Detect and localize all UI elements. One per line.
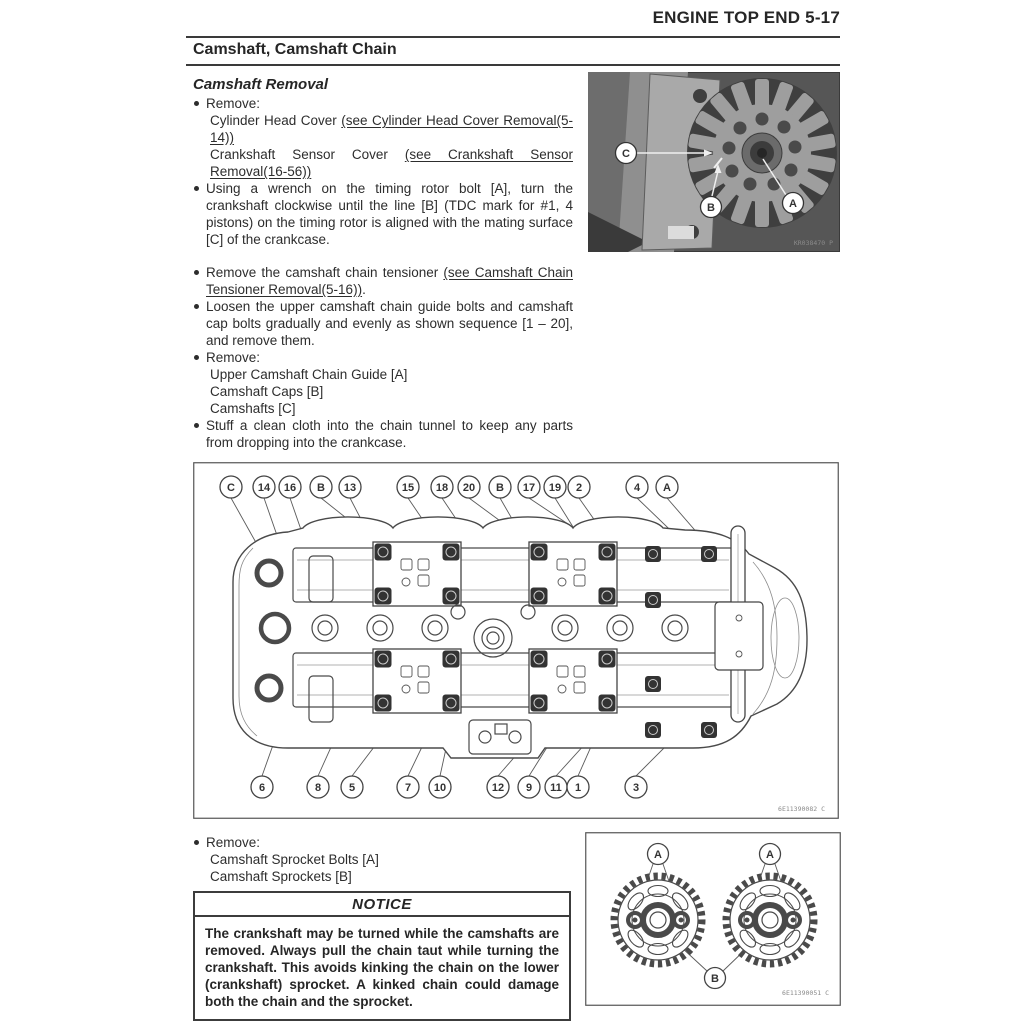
bullet-step — [193, 264, 573, 298]
sub-item — [193, 868, 573, 885]
callout-label: 11 — [550, 782, 562, 794]
notice-body: The crankshaft may be turned while the camshafts are removed. Always pull the chain taut while turning the crankshaft. This avoids kinking the chain on the lower (crankshaft) sprocket. A kinked chain could damage both the chain and the sprocket. — [205, 926, 559, 1009]
diagram-code: 6E11390082 C — [778, 805, 825, 813]
callout-label: B — [707, 202, 715, 214]
step-text: Remove: — [206, 96, 261, 111]
callout-label: 16 — [283, 482, 297, 494]
step-text: Camshaft Caps [B] — [210, 384, 324, 399]
bullet-step — [193, 180, 573, 248]
callout-label: 13 — [343, 482, 357, 494]
section-rule — [186, 64, 840, 66]
cross-reference: (see Camshaft Chain Tensioner Removal(5-16)) — [206, 265, 574, 297]
bullet-step — [193, 349, 573, 366]
notice-box — [193, 891, 571, 1021]
removal-steps-list — [193, 95, 573, 451]
callout-label: 17 — [522, 482, 536, 494]
step-text: Camshafts [C] — [210, 401, 296, 416]
callout-label: 14 — [257, 482, 271, 494]
callout-label: 5 — [348, 782, 356, 794]
callout-label: B — [317, 482, 325, 494]
bottom-text-column — [193, 834, 573, 1021]
sub-item — [193, 851, 573, 868]
callout-label: 8 — [314, 782, 322, 794]
step-text: Camshaft Sprockets [B] — [210, 869, 352, 884]
callout-label: A — [654, 849, 662, 861]
callout-label: B — [496, 482, 504, 494]
head-bolt-sequence-diagram — [193, 462, 839, 819]
step-text: Camshaft Sprocket Bolts [A] — [210, 852, 379, 867]
page-header-title: ENGINE TOP END 5-17 — [652, 8, 840, 27]
callout-label: A — [789, 198, 797, 210]
subsection-heading: Camshaft Removal — [193, 76, 329, 93]
callout-label: C — [227, 482, 235, 494]
step-text: Loosen the upper camshaft chain guide bolts and camshaft cap bolts gradually and evenly as shown sequence [1 – 20], and remove them. — [206, 299, 573, 348]
step-text: Stuff a clean cloth into the chain tunnel to keep any parts from dropping into the crankcase. — [206, 418, 573, 450]
step-text: Remove the camshaft chain tensioner — [206, 265, 444, 280]
sub-item — [193, 112, 573, 146]
callout-label: 3 — [632, 782, 640, 794]
callout-label: 12 — [491, 782, 505, 794]
sub-item — [193, 383, 573, 400]
callout-label: A — [663, 482, 671, 494]
timing-rotor-photo — [588, 72, 840, 252]
callout-label: C — [622, 148, 630, 160]
bullet-step — [193, 417, 573, 451]
camshaft-sprockets-diagram — [585, 832, 841, 1006]
callout-label: A — [766, 849, 774, 861]
callout-label: B — [711, 973, 719, 985]
callout-label: 18 — [435, 482, 449, 494]
bullet-step — [193, 298, 573, 349]
callout-label: 20 — [462, 482, 476, 494]
callout-label: 10 — [433, 782, 447, 794]
callout-label: 7 — [404, 782, 412, 794]
spacer — [193, 248, 573, 264]
callout-label: 1 — [574, 782, 582, 794]
bullet-step — [193, 95, 573, 112]
sub-item — [193, 366, 573, 383]
sub-item — [193, 400, 573, 417]
photo-code: KR038470 P — [793, 239, 833, 247]
section-title: Camshaft, Camshaft Chain — [193, 41, 397, 58]
callout-label: 2 — [575, 482, 583, 494]
sprocket-steps-list — [193, 834, 573, 885]
notice-title: NOTICE — [195, 893, 569, 917]
step-text: Remove: — [206, 350, 261, 365]
callout-label: 4 — [633, 482, 641, 494]
cross-reference: (see Cylinder Head Cover Removal(5-14)) — [210, 113, 573, 145]
step-text: Upper Camshaft Chain Guide [A] — [210, 367, 408, 382]
step-text: Crankshaft Sensor Cover — [210, 147, 405, 162]
bullet-step — [193, 834, 573, 851]
step-text: . — [362, 282, 366, 297]
cross-reference: (see Crankshaft Sensor Removal(16-56)) — [210, 147, 573, 179]
callout-label: 9 — [525, 782, 533, 794]
step-text: Remove: — [206, 835, 261, 850]
sub-item — [193, 146, 573, 180]
procedure-text-column — [193, 76, 573, 451]
callout-label: 15 — [401, 482, 415, 494]
header-rule — [186, 36, 840, 38]
step-text: Using a wrench on the timing rotor bolt [A], turn the crankshaft clockwise until the line [B] (TDC mark for #1, 4 pistons) on the timing rotor is aligned with the mating surface [C] of the crankcase. — [206, 181, 573, 247]
diagram-code: 6E11390051 C — [782, 989, 829, 997]
callout-label: 6 — [258, 782, 266, 794]
callout-label: 19 — [548, 482, 562, 494]
step-text: Cylinder Head Cover — [210, 113, 342, 128]
